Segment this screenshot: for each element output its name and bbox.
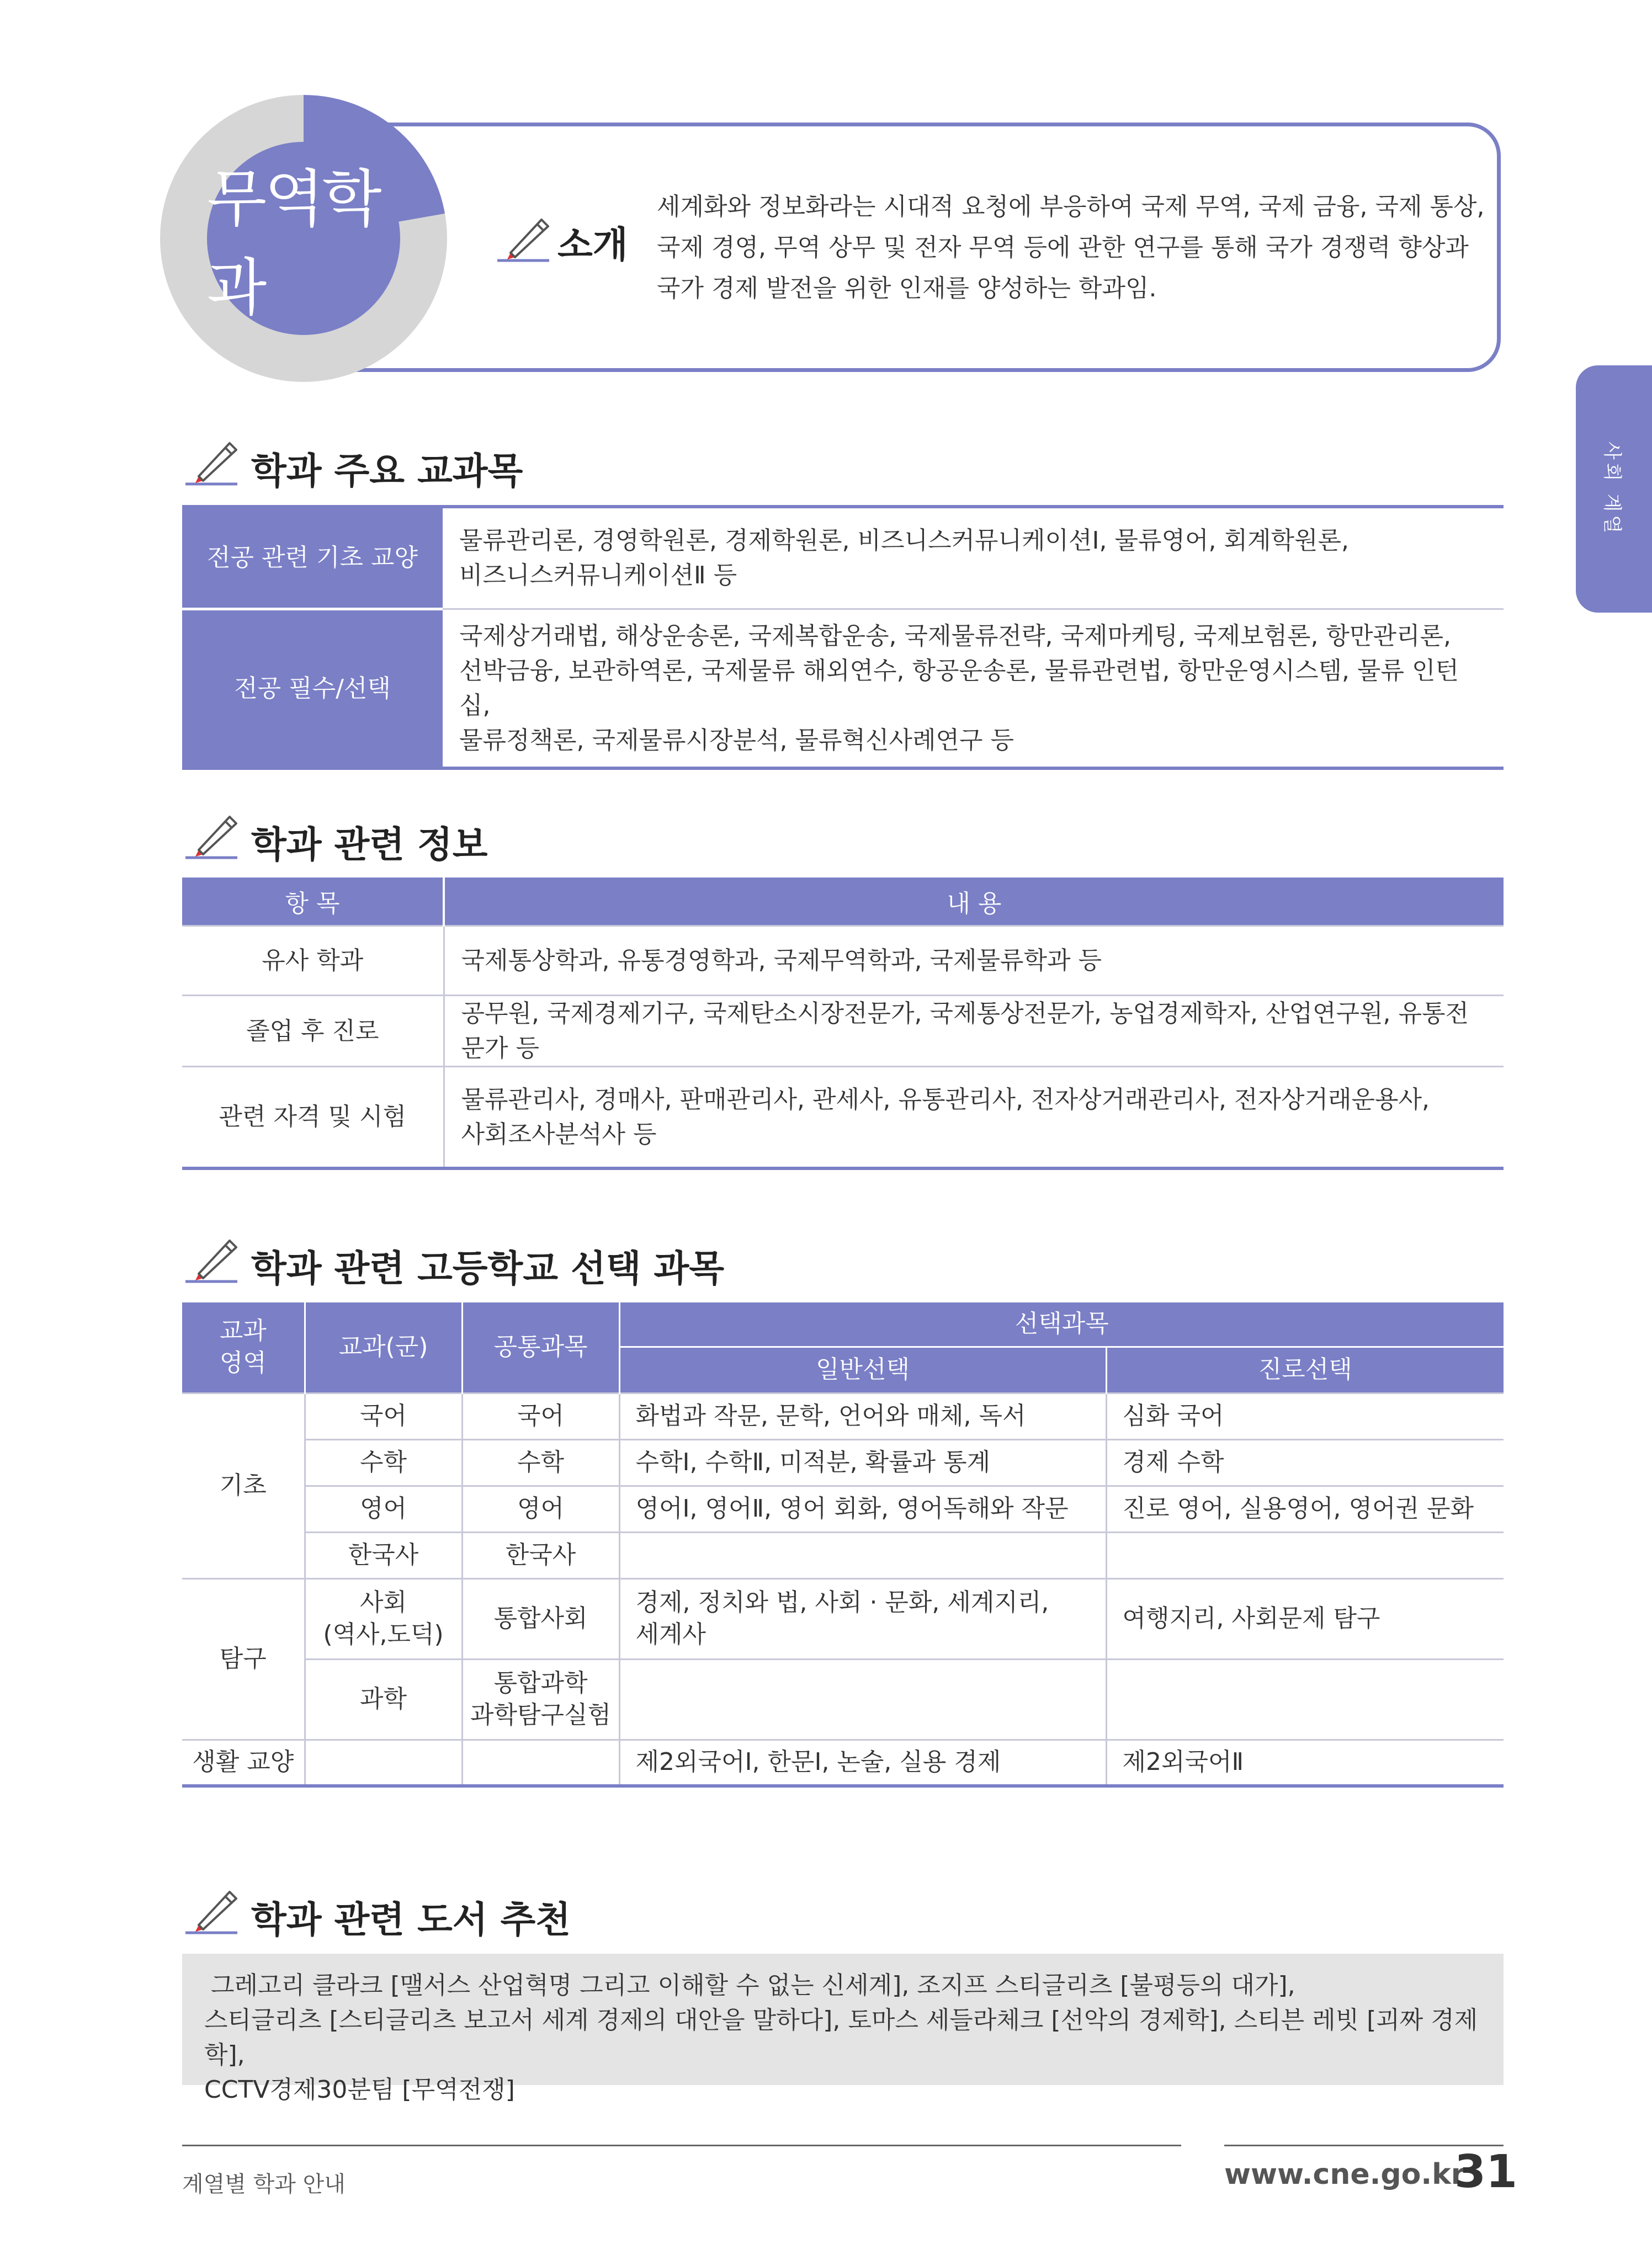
row-label: 관련 자격 및 시험 bbox=[182, 1067, 444, 1168]
pencil-icon bbox=[182, 1882, 244, 1937]
row-label: 전공 필수/선택 bbox=[182, 609, 443, 768]
table-row bbox=[182, 507, 1504, 609]
table-row bbox=[182, 1393, 1504, 1439]
general-cell: 수학Ⅰ, 수학Ⅱ, 미적분, 확률과 통계 bbox=[619, 1439, 1106, 1486]
footer-url[interactable]: www.cne.go.kr bbox=[1224, 2158, 1465, 2191]
row-label: 유사 학과 bbox=[182, 926, 444, 996]
common-cell: 영어 bbox=[462, 1486, 619, 1532]
section-title-books: 학과 관련 도서 추천 bbox=[251, 1899, 571, 1941]
table-header-row bbox=[182, 878, 1504, 926]
book-recommendations: 그레고리 클라크 [맬서스 산업혁명 그리고 이해할 수 없는 신세계], 조지프 스티글리츠 [불평등의 대가], 스티글리츠 [스티글리츠 보고서 세계 경제의 대안을 말하다], 토마스 세들라체크 [선악의 경제학], 스티븐 레빗 [괴짜 경제학], CCTV경제30분팀 [무역전쟁] bbox=[182, 1954, 1504, 2085]
row-value: 물류관리사, 경매사, 판매관리사, 관세사, 유통관리사, 전자상거래관리사, 전자상거래운용사, 사회조사분석사 등 bbox=[444, 1067, 1504, 1168]
table-row bbox=[182, 1659, 1504, 1740]
table-row bbox=[182, 609, 1504, 768]
group-cell bbox=[305, 1740, 462, 1786]
section-title-related-info: 학과 관련 정보 bbox=[251, 823, 488, 866]
pencil-icon bbox=[182, 807, 244, 862]
column-header-group: 교과(군) bbox=[305, 1302, 462, 1393]
pencil-icon bbox=[182, 433, 244, 488]
table-row bbox=[182, 1486, 1504, 1532]
common-cell: 통합사회 bbox=[462, 1578, 619, 1659]
page-number: 31 bbox=[1454, 2146, 1518, 2198]
intro-text: 세계화와 정보화라는 시대적 요청에 부응하여 국제 무역, 국제 금융, 국제 통상, 국제 경영, 무역 상무 및 전자 무역 등에 관한 연구를 통해 국가 경쟁력 향상과 국가 경제 발전을 위한 인재를 양성하는 학과임. bbox=[657, 193, 1485, 302]
table-row bbox=[182, 1578, 1504, 1659]
general-cell: 제2외국어Ⅰ, 한문Ⅰ, 논술, 실용 경제 bbox=[619, 1740, 1106, 1786]
group-cell: 영어 bbox=[305, 1486, 462, 1532]
group-cell: 국어 bbox=[305, 1393, 462, 1439]
area-cell: 생활 교양 bbox=[182, 1740, 305, 1786]
footer-divider bbox=[182, 2145, 1181, 2146]
table-row bbox=[182, 1532, 1504, 1578]
row-value: 물류관리론, 경영학원론, 경제학원론, 비즈니스커뮤니케이션Ⅰ, 물류영어, 회계학원론, 비즈니스커뮤니케이션Ⅱ 등 bbox=[443, 507, 1504, 609]
department-title: 무역학과 bbox=[207, 142, 400, 335]
career-cell: 진로 영어, 실용영어, 영어권 문화 bbox=[1106, 1486, 1504, 1532]
career-cell: 제2외국어Ⅱ bbox=[1106, 1740, 1504, 1786]
career-cell: 경제 수학 bbox=[1106, 1439, 1504, 1486]
group-cell: 과학 bbox=[305, 1659, 462, 1740]
common-cell: 통합과학 과학탐구실험 bbox=[462, 1659, 619, 1740]
row-label: 졸업 후 진로 bbox=[182, 996, 444, 1067]
general-cell: 영어Ⅰ, 영어Ⅱ, 영어 회화, 영어독해와 작문 bbox=[619, 1486, 1106, 1532]
table-row bbox=[182, 926, 1504, 996]
section-title-hs-subjects: 학과 관련 고등학교 선택 과목 bbox=[251, 1247, 724, 1290]
row-value: 국제통상학과, 유통경영학과, 국제무역학과, 국제물류학과 등 bbox=[444, 926, 1504, 996]
intro-label: 소개 bbox=[557, 224, 628, 266]
career-cell bbox=[1106, 1659, 1504, 1740]
table-row bbox=[182, 1439, 1504, 1486]
section-title-major-subjects: 학과 주요 교과목 bbox=[251, 450, 523, 492]
major-subjects-table bbox=[182, 505, 1504, 770]
table-header-row bbox=[182, 1302, 1504, 1347]
common-cell: 국어 bbox=[462, 1393, 619, 1439]
related-info-table bbox=[182, 878, 1504, 1170]
table-row bbox=[182, 1067, 1504, 1168]
row-label: 전공 관련 기초 교양 bbox=[182, 507, 443, 609]
footer-title: 계열별 학과 안내 bbox=[182, 2172, 346, 2197]
column-header-area: 교과 영역 bbox=[182, 1302, 305, 1393]
column-header-general: 일반선택 bbox=[619, 1347, 1106, 1393]
group-cell: 한국사 bbox=[305, 1532, 462, 1578]
general-cell: 경제, 정치와 법, 사회 · 문화, 세계지리, 세계사 bbox=[619, 1578, 1106, 1659]
category-side-tab: 사회 계열 bbox=[1576, 365, 1652, 613]
table-row bbox=[182, 1740, 1504, 1786]
column-header-career: 진로선택 bbox=[1106, 1347, 1504, 1393]
area-cell: 기초 bbox=[182, 1393, 305, 1578]
career-cell: 여행지리, 사회문제 탐구 bbox=[1106, 1578, 1504, 1659]
general-cell: 화법과 작문, 문학, 언어와 매체, 독서 bbox=[619, 1393, 1106, 1439]
career-cell: 심화 국어 bbox=[1106, 1393, 1504, 1439]
table-row bbox=[182, 996, 1504, 1067]
general-cell bbox=[619, 1532, 1106, 1578]
area-cell: 탐구 bbox=[182, 1578, 305, 1740]
common-cell bbox=[462, 1740, 619, 1786]
row-value: 국제상거래법, 해상운송론, 국제복합운송, 국제물류전략, 국제마케팅, 국제보험론, 항만관리론, 선박금융, 보관하역론, 국제물류 해외연수, 항공운송론, 물류관련법, 항만운영시스템, 물류 인턴십, 물류정책론, 국제물류시장분석, 물류혁신사례연구 등 bbox=[459, 621, 1459, 754]
group-cell: 사회 (역사,도덕) bbox=[305, 1578, 462, 1659]
hs-subjects-table bbox=[182, 1302, 1504, 1788]
pencil-icon bbox=[182, 1231, 244, 1286]
column-header: 항 목 bbox=[182, 878, 444, 926]
column-header-elective: 선택과목 bbox=[619, 1302, 1504, 1347]
column-header-common: 공통과목 bbox=[462, 1302, 619, 1393]
career-cell bbox=[1106, 1532, 1504, 1578]
group-cell: 수학 bbox=[305, 1439, 462, 1486]
common-cell: 수학 bbox=[462, 1439, 619, 1486]
common-cell: 한국사 bbox=[462, 1532, 619, 1578]
general-cell bbox=[619, 1659, 1106, 1740]
pencil-icon bbox=[494, 210, 556, 265]
row-value: 공무원, 국제경제기구, 국제탄소시장전문가, 국제통상전문가, 농업경제학자, 산업연구원, 유통전문가 등 bbox=[444, 996, 1504, 1067]
column-header: 내 용 bbox=[444, 878, 1504, 926]
